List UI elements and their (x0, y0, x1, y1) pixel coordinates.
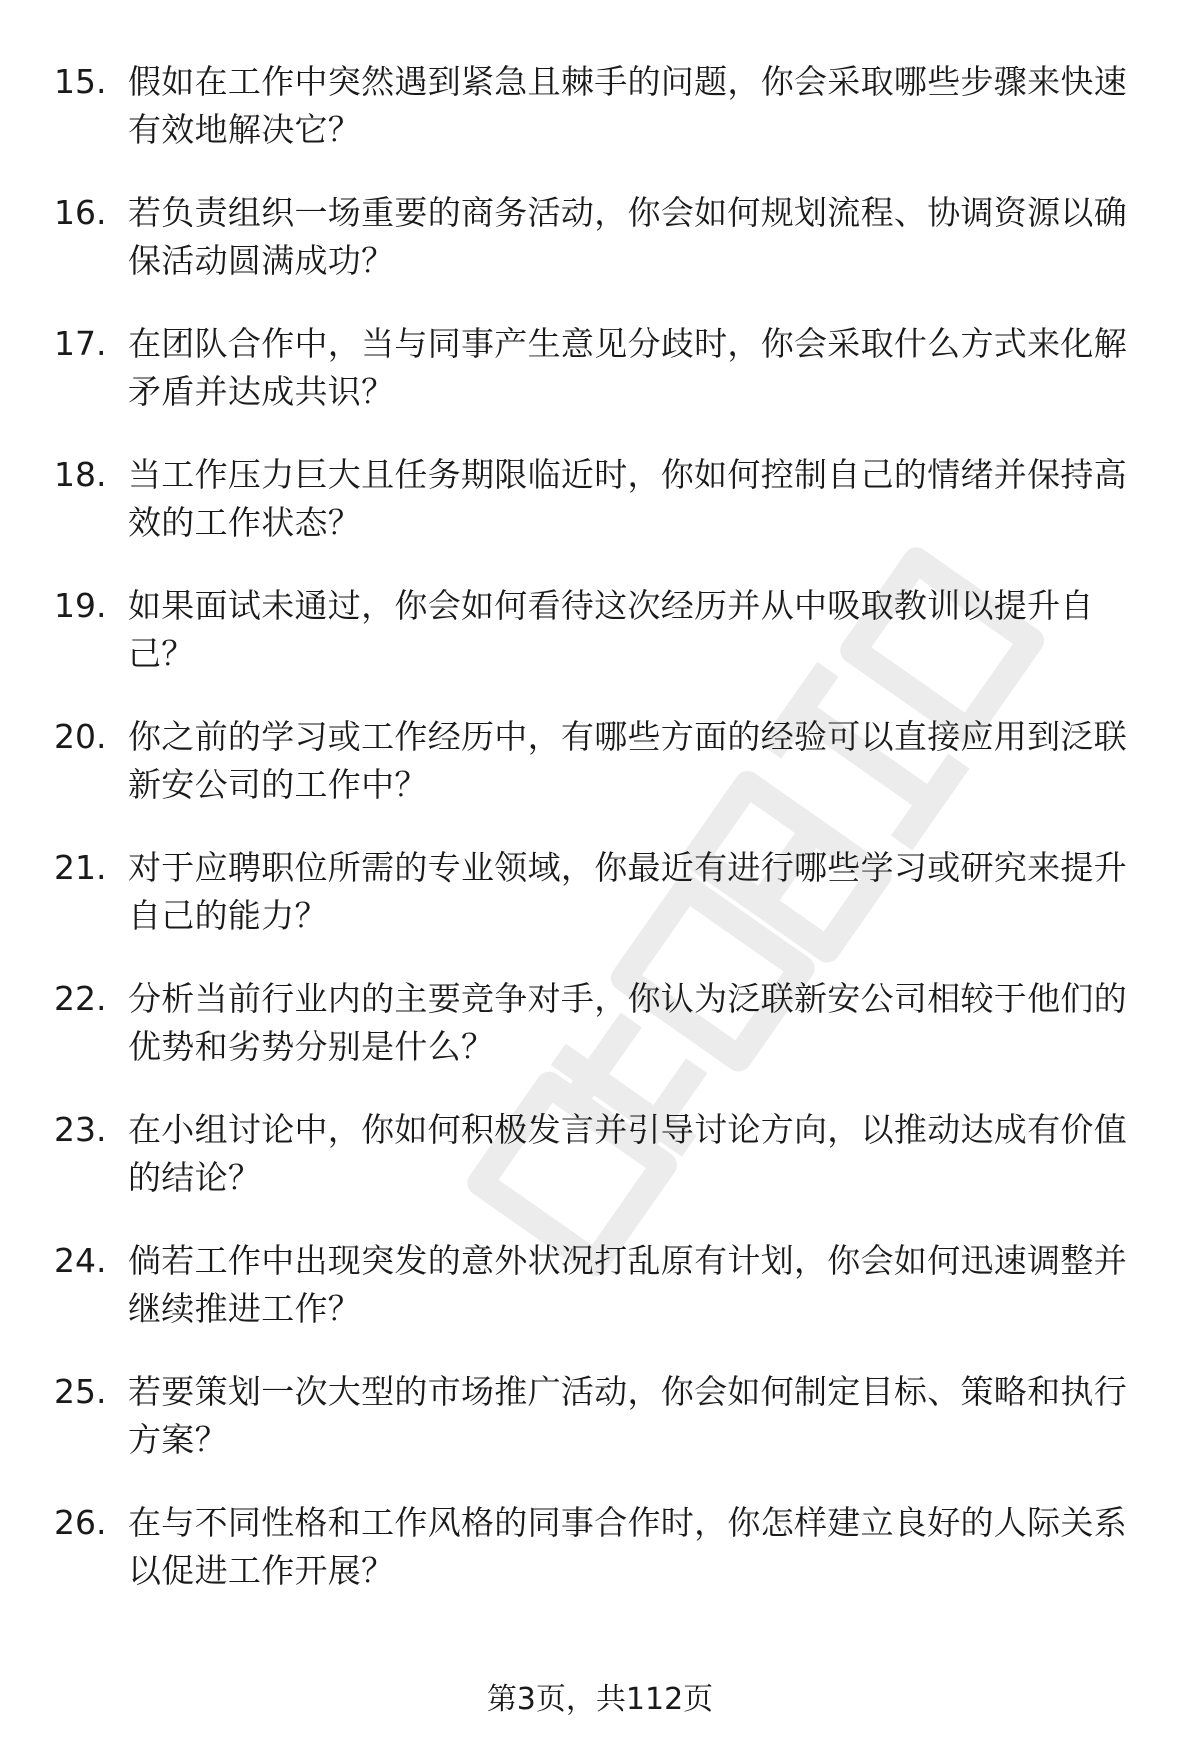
question-text: 在团队合作中，当与同事产生意见分歧时，你会采取什么方式来化解矛盾并达成共识？ (128, 324, 1127, 411)
question-item (0, 1368, 1200, 1499)
question-text: 在与不同性格和工作风格的同事合作时，你怎样建立良好的人际关系以促进工作开展？ (128, 1503, 1127, 1590)
question-text: 如果面试未通过，你会如何看待这次经历并从中吸取教训以提升自己？ (128, 586, 1094, 673)
question-text: 若要策划一次大型的市场推广活动，你会如何制定目标、策略和执行方案？ (128, 1372, 1127, 1459)
question-item (0, 451, 1200, 582)
question-item (0, 1106, 1200, 1237)
question-number: 24. (54, 1241, 107, 1280)
question-number: 19. (54, 586, 107, 625)
question-number: 20. (54, 717, 107, 756)
question-number: 22. (54, 979, 107, 1018)
question-number: 25. (54, 1372, 107, 1411)
question-text: 假如在工作中突然遇到紧急且棘手的问题，你会采取哪些步骤来快速有效地解决它？ (128, 62, 1127, 149)
question-number: 18. (54, 455, 107, 494)
question-text: 分析当前行业内的主要竞争对手，你认为泛联新安公司相较于他们的优势和劣势分别是什么？ (128, 979, 1127, 1066)
question-item (0, 58, 1200, 189)
question-text: 你之前的学习或工作经历中，有哪些方面的经验可以直接应用到泛联新安公司的工作中？ (128, 717, 1127, 804)
question-item (0, 975, 1200, 1106)
question-text: 对于应聘职位所需的专业领域，你最近有进行哪些学习或研究来提升自己的能力？ (128, 848, 1127, 935)
question-number: 23. (54, 1110, 107, 1149)
question-number: 21. (54, 848, 107, 887)
question-number: 16. (54, 193, 107, 232)
question-text: 当工作压力巨大且任务期限临近时，你如何控制自己的情绪并保持高效的工作状态？ (128, 455, 1127, 542)
question-item (0, 713, 1200, 844)
question-item (0, 189, 1200, 320)
question-text: 在小组讨论中，你如何积极发言并引导讨论方向，以推动达成有价值的结论？ (128, 1110, 1127, 1197)
question-number: 15. (54, 62, 107, 101)
question-number: 17. (54, 324, 107, 363)
question-text: 若负责组织一场重要的商务活动，你会如何规划流程、协调资源以确保活动圆满成功？ (128, 193, 1127, 280)
question-item (0, 320, 1200, 451)
page-number-label: 第3页，共112页 (486, 1682, 714, 1717)
question-item (0, 844, 1200, 975)
question-number: 26. (54, 1503, 107, 1542)
question-item (0, 1499, 1200, 1630)
question-text: 倘若工作中出现突发的意外状况打乱原有计划，你会如何迅速调整并继续推进工作？ (128, 1241, 1127, 1328)
question-list (0, 58, 1200, 1630)
question-item (0, 1237, 1200, 1368)
page-footer (0, 1680, 1200, 1720)
question-item (0, 582, 1200, 713)
